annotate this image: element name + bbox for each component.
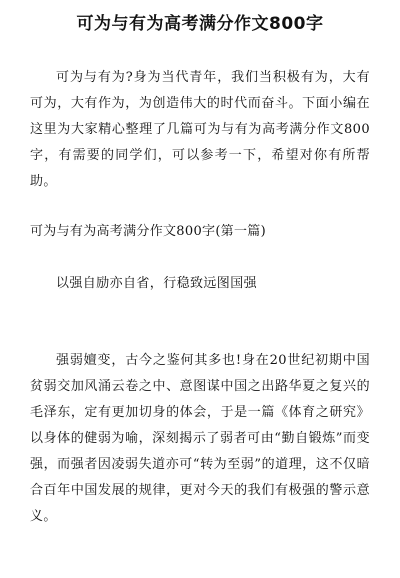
body-paragraph: 强弱嬗变，古今之鉴何其多也!身在20世纪初期中国贫弱交加风涌云卷之中、意图谋中国之出路华夏之复兴的毛泽东，定有更加切身的体会，于是一篇《体育之研究》以身体的健弱为喻，深刻揭示了弱者可由“勤自锻炼”而变强，而强者因凌弱失道亦可“转为至弱”的道理，这不仅暗合百年中国发展的规律，更对今天的我们有极强的警示意义。	[30, 353, 370, 524]
essay-subtitle: 以强自励亦自省，行稳致远图国强	[56, 276, 258, 291]
document-title: 可为与有为高考满分作文800字	[76, 14, 324, 34]
section-title: 可为与有为高考满分作文800字(第一篇)	[30, 224, 266, 239]
intro-paragraph: 可为与有为?身为当代青年，我们当积极有为，大有可为，大有作为，为创造伟大的时代而奋斗。下面小编在这里为大家精心整理了几篇可为与有为高考满分作文800字，有需要的同学们，可以参考一下，希望对你有所帮助。	[30, 70, 370, 189]
